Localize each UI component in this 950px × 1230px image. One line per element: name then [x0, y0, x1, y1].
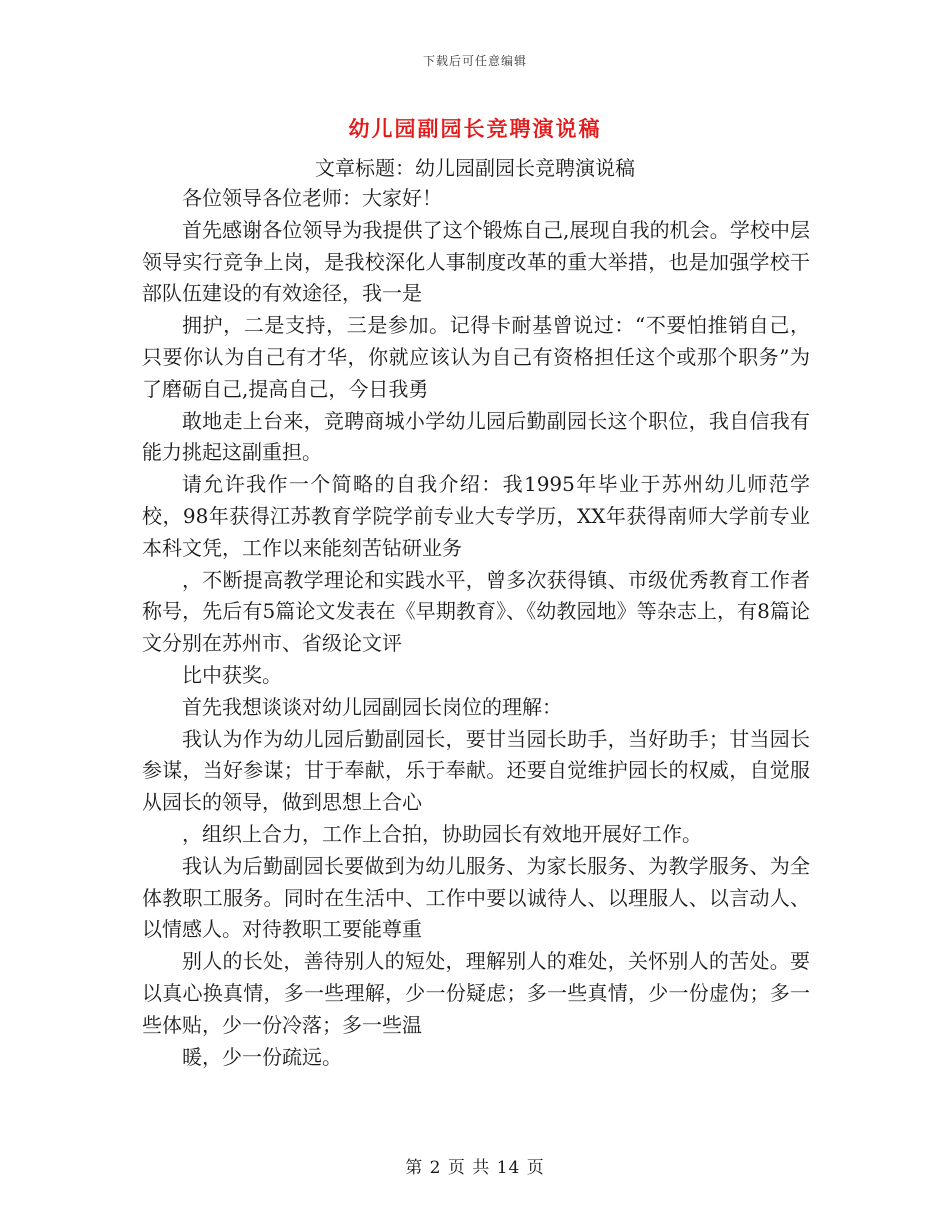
article-title-label: 文章标题：幼儿园副园长竞聘演说稿	[315, 156, 635, 180]
paragraph: 拥护，二是支持，三是参加。记得卡耐基曾说过：“不要怕推销自己，只要你认为自己有才华，你就应该认为自己有资格担任这个或那个职务”为了磨砺自己,提高自己，今日我勇	[142, 313, 810, 401]
paragraph: 首先我想谈谈对幼儿园副园长岗位的理解：	[182, 694, 562, 719]
page-indicator: 第 2 页 共 14 页	[405, 1158, 545, 1178]
paragraph: ，不断提高教学理论和实践水平，曾多次获得镇、市级优秀教育工作者称号，先后有5篇论文发表在《早期教育》、《幼教园地》等杂志上，有8篇论文分别在苏州市、省级论文评	[142, 567, 810, 656]
paragraph: 敢地走上台来，竞聘商城小学幼儿园后勤副园长这个职位，我自信我有能力挑起这副重担。	[142, 408, 810, 465]
paragraph: 别人的长处，善待别人的短处，理解别人的难处，关怀别人的苦处。要以真心换真情，多一些理解，少一份疑虑；多一些真情，少一份虚伪；多一些体贴，少一份冷落；多一些温	[142, 949, 810, 1037]
paragraph: 我认为后勤副园长要做到为幼儿服务、为家长服务、为教学服务、为全体教职工服务。同时在生活中、工作中要以诚待人、以理服人、以言动人、以情感人。对待教职工要能尊重	[142, 853, 810, 942]
paragraph: 暖，少一份疏远。	[182, 1044, 342, 1069]
paragraph: 各位领导各位老师：大家好！	[182, 186, 442, 210]
download-note: 下载后可任意编辑	[422, 54, 527, 68]
paragraph: 我认为作为幼儿园后勤副园长，要甘当园长助手，当好助手；甘当园长参谋，当好参谋；甘于奉献，乐于奉献。还要自觉维护园长的权威，自觉服从园长的领导，做到思想上合心	[142, 726, 810, 815]
paragraph: 首先感谢各位领导为我提供了这个锻炼自己,展现自我的机会。学校中层领导实行竞争上岗，是我校深化人事制度改革的重大举措，也是加强学校干部队伍建设的有效途径，我一是	[142, 217, 810, 306]
document-title: 幼儿园副园长竞聘演说稿	[348, 116, 602, 141]
paragraph: 比中获奖。	[182, 662, 282, 687]
paragraph: 请允许我作一个简略的自我介绍：我1995年毕业于苏州幼儿师范学校，98年获得江苏教育学院学前专业大专学历，XX年获得南师大学前专业本科文凭，工作以来能刻苦钻研业务	[142, 472, 810, 560]
document-body	[142, 183, 810, 1073]
paragraph: ，组织上合力，工作上合拍，协助园长有效地开展好工作。	[182, 821, 702, 846]
